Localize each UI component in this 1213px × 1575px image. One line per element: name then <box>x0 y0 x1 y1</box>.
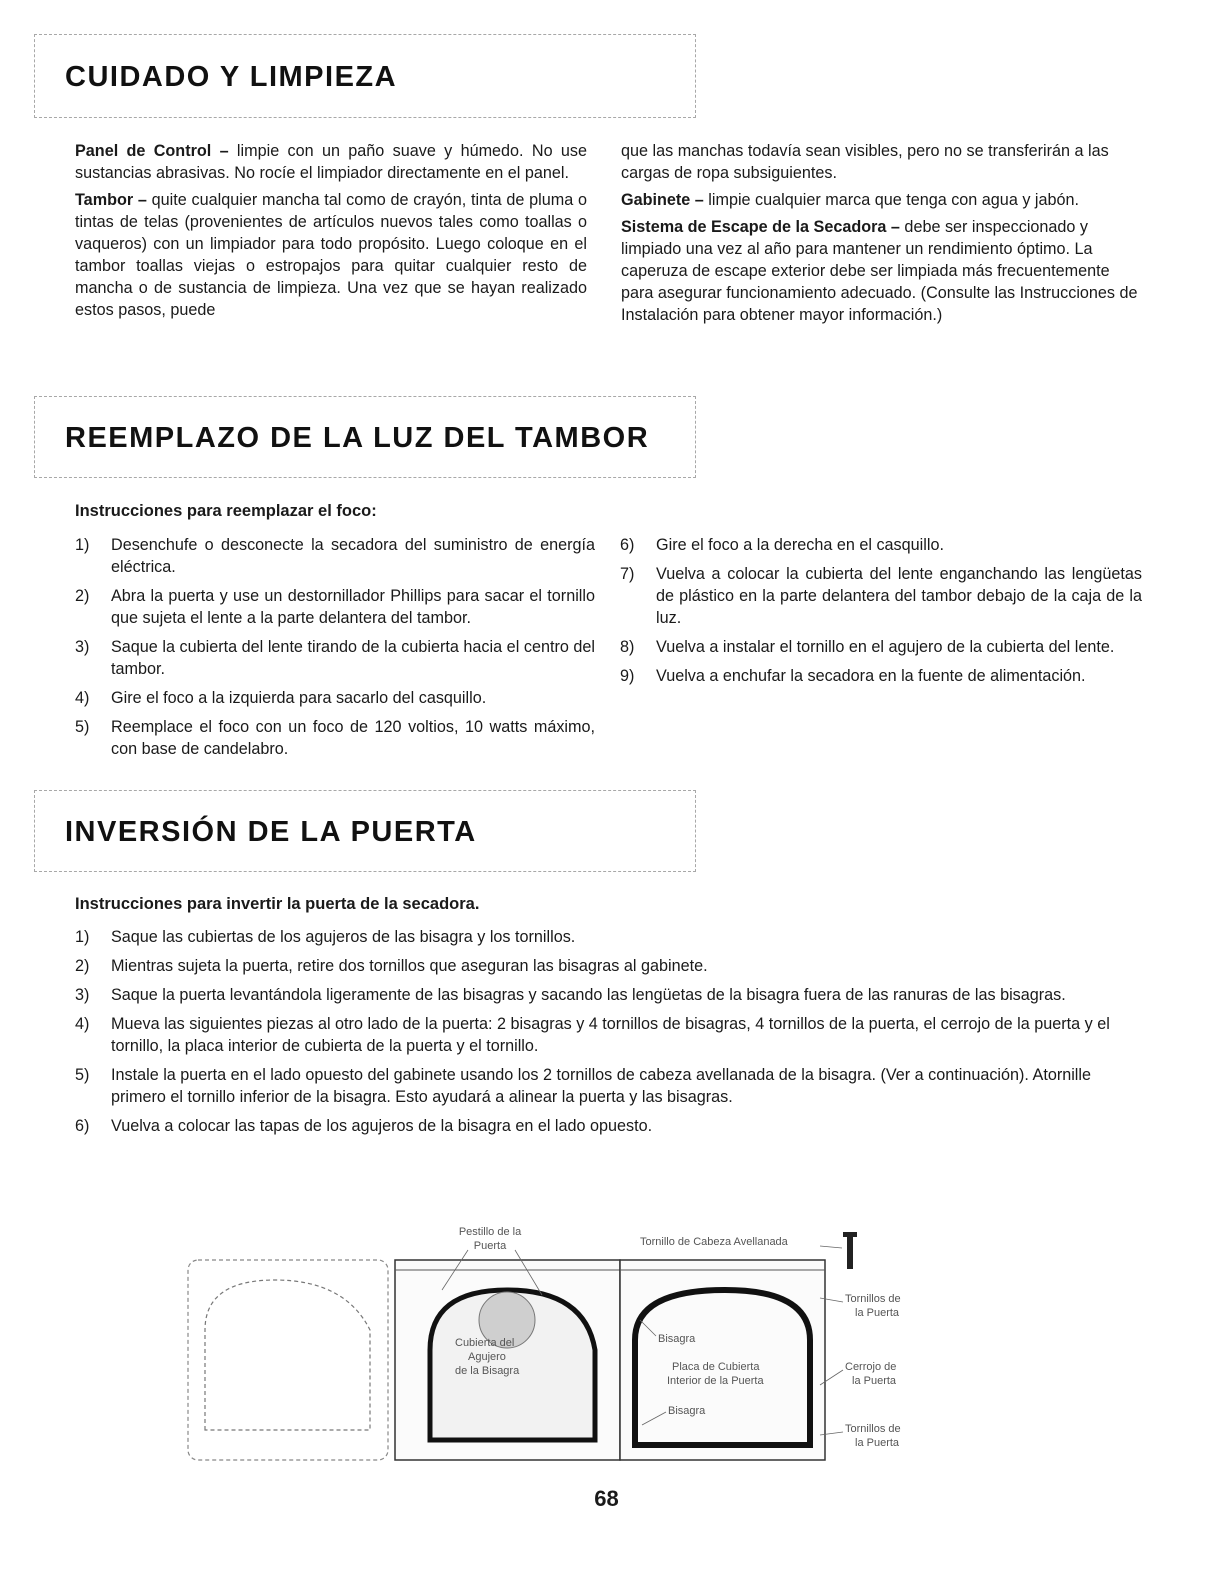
label-hinge-bottom: Bisagra <box>668 1405 706 1417</box>
label-door-screws-bottom-2: la Puerta <box>855 1437 900 1449</box>
lamp-step: 6) Gire el foco a la derecha en el casquillo. <box>620 536 944 554</box>
door-step: 6) Vuelva a colocar las tapas de los agujeros de la bisagra en el lado opuesto. <box>75 1117 653 1135</box>
lamp-left-column <box>75 534 595 767</box>
label-door-screws-top-1: Tornillos de <box>845 1293 901 1305</box>
lamp-step: 7) Vuelva a colocar la cubierta del lente enganchando las lengüetas de plástico en la parte delantera del tambor debajo de la caja de la luz. <box>620 565 1142 627</box>
page-number: 68 <box>594 1486 619 1511</box>
label-door-screws-top-2: la Puerta <box>855 1307 900 1319</box>
section-header-care <box>34 34 696 118</box>
lamp-step: 1) Desenchufe o desconecte la secadora del suministro de energía eléctrica. <box>75 536 595 576</box>
door-step: 5) Instale la puerta en el lado opuesto del gabinete usando los 2 tornillos de cabeza avellanada de la bisagra. (Ver a continuación). Atornille primero el tornillo inferior de la bisagra. Esto ayudará a alinear la puerta y las bisagras. <box>75 1066 1092 1106</box>
door-subhead: Instrucciones para invertir la puerta de la secadora. <box>75 895 480 913</box>
cabinet-label: Gabinete – <box>621 191 704 209</box>
label-latch-2: la Puerta <box>852 1375 897 1387</box>
section-header-lamp <box>34 396 696 478</box>
door-steps-column <box>75 926 1115 1144</box>
dashed-window-outline <box>205 1280 370 1430</box>
door-step: 1) Saque las cubiertas de los agujeros de las bisagra y los tornillos. <box>75 928 576 946</box>
exhaust-text: debe ser inspeccionado y limpiado una vez al año para mantener un rendimiento óptimo. La caperuza de escape exterior debe ser limpiada más frecuentemente para asegurar funcionamiento adecuado. (Consulte las Instrucciones de Instalación para obtener mayor información.) <box>621 218 1138 324</box>
panel-text: limpie con un paño suave y húmedo. No use sustancias abrasivas. No rocíe el limpiador directamente en el panel. <box>75 142 587 182</box>
label-hinge-top: Bisagra <box>658 1333 696 1345</box>
drum-label: Tambor – <box>75 191 147 209</box>
drum-text: quite cualquier mancha tal como de crayón, tinta de pluma o tintas de telas (provenientes de artículos nuevos tales como toallas o vaqueros) con un limpiador para todo propósito. Luego coloque en el tambor toallas viejas o estropajos para quitar cualquier resto de mancha o de sustancia de limpieza. Una vez que se hayan realizado estos pasos, puede <box>75 191 587 319</box>
door-step: 4) Mueva las siguientes piezas al otro lado de la puerta: 2 bisagras y 4 tornillos de bisagras, 4 tornillos de la puerta, el cerrojo de la puerta y el tornillo, la placa interior de cubierta de la puerta y el tornillo. <box>75 1015 1110 1055</box>
section-title-door: INVERSIÓN DE LA PUERTA <box>65 816 477 848</box>
care-right-column <box>621 140 1143 331</box>
door-reversal-diagram <box>180 1220 940 1475</box>
care-left-column <box>75 140 587 326</box>
section-header-door <box>34 790 696 872</box>
lamp-subhead: Instrucciones para reemplazar el foco: <box>75 502 377 520</box>
door-step: 3) Saque la puerta levantándola ligeramente de las bisagras y sacando las lengüetas de la bisagra fuera de las ranuras de las bisagras. <box>75 986 1066 1004</box>
label-countersunk: Tornillo de Cabeza Avellanada <box>640 1236 788 1248</box>
drum-paragraph <box>75 189 587 321</box>
label-hole-cover-2: Agujero <box>468 1351 506 1363</box>
lamp-step: 4) Gire el foco a la izquierda para sacarlo del casquillo. <box>75 689 487 707</box>
panel-paragraph <box>75 140 587 184</box>
lamp-step: 8) Vuelva a instalar el tornillo en el agujero de la cubierta del lente. <box>620 638 1115 656</box>
label-door-screws-bottom-1: Tornillos de <box>845 1423 901 1435</box>
label-latch-1: Cerrojo de <box>845 1361 897 1373</box>
label-hole-cover-1: Cubierta del <box>455 1337 515 1349</box>
countersunk-screw-icon <box>843 1232 857 1269</box>
label-latch-top-2: Puerta <box>473 1240 507 1252</box>
door-step: 2) Mientras sujeta la puerta, retire dos tornillos que aseguran las bisagras al gabinete. <box>75 957 708 975</box>
label-hole-cover-3: de la Bisagra <box>455 1365 520 1377</box>
exhaust-label: Sistema de Escape de la Secadora – <box>621 218 900 236</box>
exhaust-paragraph <box>621 216 1143 326</box>
lamp-step: 3) Saque la cubierta del lente tirando de la cubierta hacia el centro del tambor. <box>75 638 595 678</box>
cabinet-text: limpie cualquier marca que tenga con agua y jabón. <box>703 191 1080 209</box>
label-inner-plate-2: Interior de la Puerta <box>667 1375 764 1387</box>
panel-label: Panel de Control – <box>75 142 229 160</box>
section-title-care: CUIDADO Y LIMPIEZA <box>65 61 398 93</box>
section-title-lamp: REEMPLAZO DE LA LUZ DEL TAMBOR <box>65 422 650 454</box>
lamp-step: 9) Vuelva a enchufar la secadora en la fuente de alimentación. <box>620 667 1086 685</box>
label-latch-top-1: Pestillo de la <box>458 1226 522 1238</box>
lamp-step: 5) Reemplace el foco con un foco de 120 voltios, 10 watts máximo, con base de candelabro. <box>75 718 595 758</box>
lamp-step: 2) Abra la puerta y use un destornillador Phillips para sacar el tornillo que sujeta el lente a la parte delantera del tambor. <box>75 587 595 627</box>
cabinet-paragraph <box>621 189 1143 211</box>
label-inner-plate-1: Placa de Cubierta <box>672 1361 760 1373</box>
lamp-right-column <box>620 534 1142 694</box>
drum-continued: que las manchas todavía sean visibles, pero no se transferirán a las cargas de ropa subsiguientes. <box>621 142 1109 182</box>
